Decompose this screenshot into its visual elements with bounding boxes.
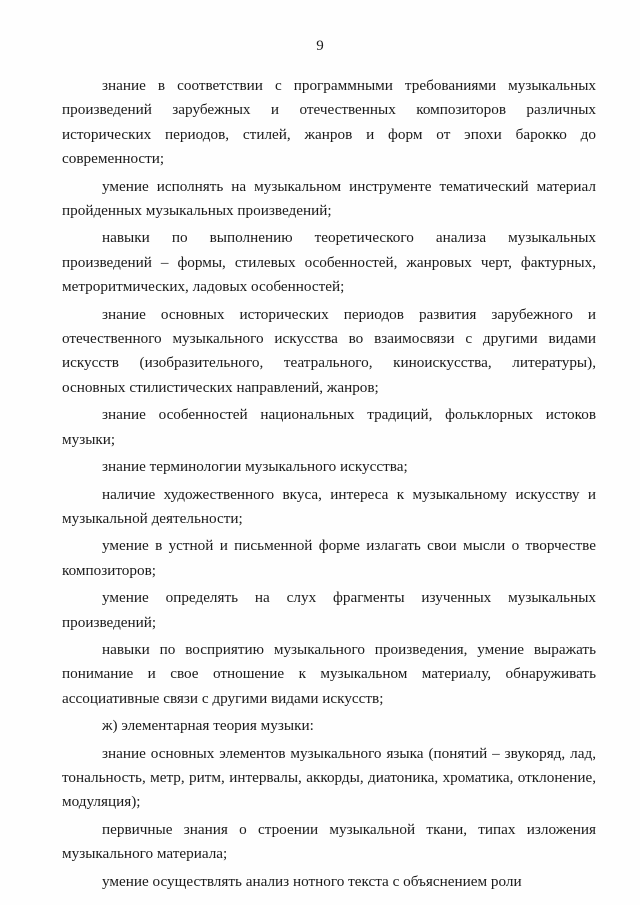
- document-body: [62, 74, 596, 894]
- paragraph: навыки по выполнению теоретического анализа музыкальных произведений – формы, стилевых особенностей, жанровых черт, фактурных, метроритмических, ладовых особенностей;: [62, 229, 596, 296]
- section-heading: ж) элементарная теория музыки:: [102, 717, 314, 735]
- page-number: 9: [316, 38, 324, 54]
- paragraph: наличие художественного вкуса, интереса к музыкальному искусству и музыкальной деятельности;: [62, 485, 596, 527]
- paragraph: умение исполнять на музыкальном инструменте тематический материал пройденных музыкальных произведений;: [62, 177, 596, 220]
- paragraph: навыки по восприятию музыкального произведения, умение выражать понимание и свое отношение к музыкальном материалу, обнаруживать ассоциативные связи с другими видами искусств;: [62, 640, 596, 707]
- paragraph: знание особенностей национальных традиций, фольклорных истоков музыки;: [62, 406, 596, 448]
- paragraph: первичные знания о строении музыкальной ткани, типах изложения музыкального материала;: [62, 820, 596, 863]
- paragraph: умение определять на слух фрагменты изученных музыкальных произведений;: [62, 589, 596, 631]
- paragraph: умение в устной и письменной форме излагать свои мысли о творчестве композиторов;: [62, 537, 596, 579]
- paragraph: знание терминологии музыкального искусства;: [102, 458, 408, 476]
- paragraph: знание основных элементов музыкального языка (понятий – звукоряд, лад, тональность, метр, ритм, интервалы, аккорды, диатоника, хроматика, отклонение, модуляция);: [62, 744, 596, 811]
- paragraph: знание основных исторических периодов развития зарубежного и отечественного музыкального искусства во взаимосвязи с другими видами искусств (изобразительного, театрального, киноискусства, литературы), основных стилистических направлений, жанров;: [62, 305, 596, 396]
- paragraph: умение осуществлять анализ нотного текста с объяснением роли: [102, 872, 522, 890]
- paragraph: знание в соответствии с программными требованиями музыкальных произведений зарубежных и отечественных композиторов различных исторических периодов, стилей, жанров и форм от эпохи барокко до современности;: [62, 77, 596, 168]
